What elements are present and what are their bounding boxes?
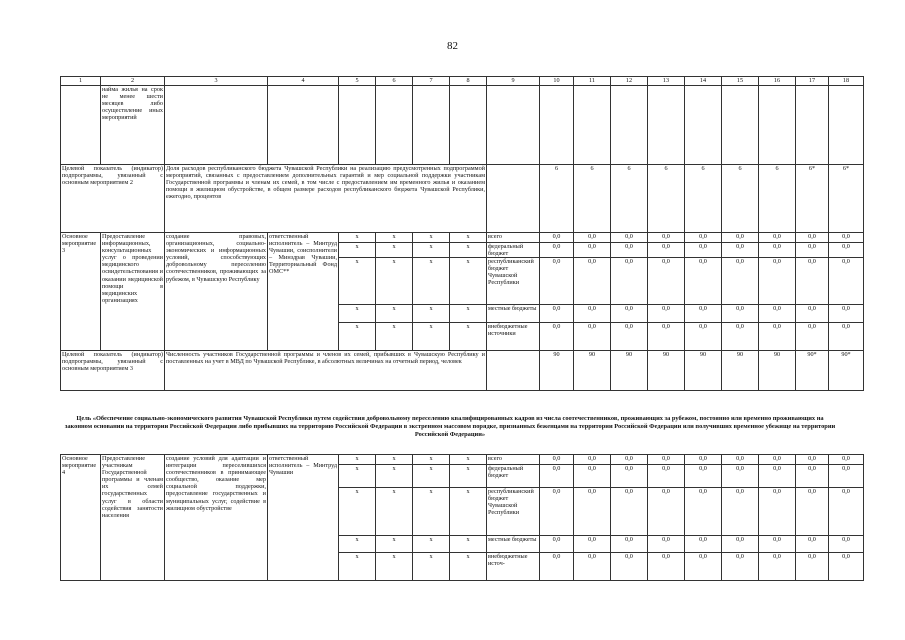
classification-code: x — [413, 465, 450, 488]
funding-source: федеральный бюджет — [487, 243, 540, 258]
measure-4-block — [61, 455, 864, 581]
funding-value: 0,0 — [611, 465, 648, 488]
funding-value: 0,0 — [540, 243, 574, 258]
funding-value: 0,0 — [611, 305, 648, 323]
classification-code: x — [376, 536, 413, 553]
measure-executor: ответственный исполнитель – Минтруд Чувашии — [268, 455, 339, 581]
target-value: 90* — [829, 351, 864, 391]
classification-code: x — [450, 233, 487, 243]
funding-source: всего — [487, 455, 540, 465]
funding-value: 0,0 — [540, 488, 574, 536]
funding-value: 0,0 — [611, 258, 648, 305]
funding-source: всего — [487, 233, 540, 243]
funding-value: 0,0 — [540, 305, 574, 323]
program-table-lower — [60, 454, 864, 581]
funding-value: 0,0 — [759, 455, 796, 465]
measure-label: Основное мероприятие 4 — [61, 455, 101, 581]
funding-value: 0,0 — [796, 488, 829, 536]
funding-value: 0,0 — [540, 258, 574, 305]
target-value: 90 — [611, 351, 648, 391]
funding-value: 0,0 — [796, 233, 829, 243]
target-label: Целевой показатель (индикатор) подпрограммы, увязанный с основным мероприятием 3 — [61, 351, 165, 391]
funding-value: 0,0 — [759, 536, 796, 553]
funding-value: 0,0 — [796, 455, 829, 465]
classification-code: x — [413, 305, 450, 323]
funding-value: 0,0 — [722, 258, 759, 305]
funding-value: 0,0 — [685, 243, 722, 258]
measure-task: создание условий для адаптации и интеграции переселившихся соотечественников в принимающее сообщество, оказание мер социальной поддержки, предоставление государственных и муниципальных услуг, содействие в жилищном обустройстве — [165, 455, 268, 581]
funding-value: 0,0 — [685, 455, 722, 465]
classification-code: x — [413, 536, 450, 553]
funding-value: 0,0 — [540, 465, 574, 488]
funding-value: 0,0 — [648, 243, 685, 258]
target-label: Целевой показатель (индикатор) подпрограммы, увязанный с основным мероприятием 2 — [61, 165, 165, 233]
funding-value: 0,0 — [611, 233, 648, 243]
classification-code: x — [339, 536, 376, 553]
target-value: 90* — [796, 351, 829, 391]
column-number: 1 — [61, 77, 101, 86]
funding-value: 0,0 — [759, 258, 796, 305]
classification-code: x — [339, 465, 376, 488]
funding-value: 0,0 — [648, 258, 685, 305]
classification-code: x — [450, 455, 487, 465]
funding-value: 0,0 — [796, 553, 829, 581]
funding-value: 0,0 — [648, 455, 685, 465]
funding-value: 0,0 — [611, 243, 648, 258]
classification-code: x — [376, 323, 413, 351]
funding-value: 0,0 — [648, 553, 685, 581]
target-value: 6 — [759, 165, 796, 233]
classification-code: x — [413, 455, 450, 465]
target-value: 6 — [574, 165, 611, 233]
classification-code: x — [450, 243, 487, 258]
classification-code: x — [376, 305, 413, 323]
measure-label: Основное мероприятие 3 — [61, 233, 101, 351]
funding-value: 0,0 — [796, 323, 829, 351]
funding-value: 0,0 — [722, 233, 759, 243]
funding-value: 0,0 — [540, 323, 574, 351]
funding-source: федеральный бюджет — [487, 465, 540, 488]
measure-name-continued: найма жилья на срок не менее шести месяцев либо осуществление иных мероприятий — [101, 86, 165, 165]
funding-value: 0,0 — [685, 488, 722, 536]
classification-code: x — [450, 323, 487, 351]
measure-executor: ответственный исполнитель – Минтруд Чувашии, соисполнители – Минздрав Чувашии, Территориальный Фонд ОМС** — [268, 233, 339, 351]
funding-value: 0,0 — [796, 465, 829, 488]
funding-value: 0,0 — [759, 305, 796, 323]
funding-value: 0,0 — [759, 488, 796, 536]
program-table-upper — [60, 76, 864, 391]
target-value: 6* — [796, 165, 829, 233]
funding-value: 0,0 — [574, 323, 611, 351]
funding-value: 0,0 — [685, 305, 722, 323]
measure-name: Предоставление участникам Государственной программы и членам их семей государственных услуг в области содействия занятости населения — [101, 455, 165, 581]
funding-value: 0,0 — [574, 243, 611, 258]
funding-value: 0,0 — [574, 233, 611, 243]
column-number: 7 — [413, 77, 450, 86]
measure-3-block — [61, 233, 864, 351]
classification-code: x — [376, 455, 413, 465]
classification-code: x — [376, 243, 413, 258]
funding-value: 0,0 — [540, 553, 574, 581]
funding-value: 0,0 — [540, 455, 574, 465]
classification-code: x — [450, 465, 487, 488]
funding-value: 0,0 — [648, 488, 685, 536]
funding-value: 0,0 — [759, 323, 796, 351]
classification-code: x — [376, 233, 413, 243]
funding-value: 0,0 — [722, 488, 759, 536]
funding-value: 0,0 — [574, 305, 611, 323]
target-value: 6 — [611, 165, 648, 233]
target-value: 6* — [829, 165, 864, 233]
funding-value: 0,0 — [540, 233, 574, 243]
funding-value: 0,0 — [722, 465, 759, 488]
funding-value: 0,0 — [829, 305, 864, 323]
classification-code: x — [413, 323, 450, 351]
target-indicator-row-3 — [61, 351, 864, 391]
column-number: 12 — [611, 77, 648, 86]
funding-value: 0,0 — [722, 243, 759, 258]
target-value: 6 — [648, 165, 685, 233]
funding-value: 0,0 — [685, 553, 722, 581]
column-number: 13 — [648, 77, 685, 86]
classification-code: x — [413, 243, 450, 258]
column-number: 16 — [759, 77, 796, 86]
classification-code: x — [339, 243, 376, 258]
column-number: 3 — [165, 77, 268, 86]
funding-value: 0,0 — [648, 233, 685, 243]
funding-value: 0,0 — [540, 536, 574, 553]
classification-code: x — [339, 455, 376, 465]
funding-value: 0,0 — [611, 488, 648, 536]
funding-value: 0,0 — [685, 465, 722, 488]
classification-code: x — [450, 488, 487, 536]
funding-value: 0,0 — [796, 536, 829, 553]
funding-value: 0,0 — [796, 258, 829, 305]
classification-code: x — [376, 553, 413, 581]
measure-name: Предоставление информационных, консультационных услуг о проведении медицинского освидетельствования и оказании медицинской помощи в медицинских организациях — [101, 233, 165, 351]
target-value: 90 — [574, 351, 611, 391]
column-number: 8 — [450, 77, 487, 86]
classification-code: x — [413, 553, 450, 581]
funding-value: 0,0 — [829, 553, 864, 581]
funding-source: внебюджетные источники — [487, 323, 540, 351]
funding-value: 0,0 — [685, 536, 722, 553]
funding-value: 0,0 — [829, 233, 864, 243]
classification-code: x — [450, 305, 487, 323]
funding-value: 0,0 — [829, 465, 864, 488]
funding-source: республиканский бюджет Чувашской Республики — [487, 488, 540, 536]
funding-value: 0,0 — [648, 323, 685, 351]
target-value: 90 — [722, 351, 759, 391]
funding-source: местные бюджеты — [487, 536, 540, 553]
column-number: 18 — [829, 77, 864, 86]
funding-value: 0,0 — [611, 455, 648, 465]
classification-code: x — [376, 258, 413, 305]
column-number: 10 — [540, 77, 574, 86]
funding-value: 0,0 — [611, 536, 648, 553]
classification-code: x — [450, 553, 487, 581]
funding-value: 0,0 — [648, 536, 685, 553]
classification-code: x — [376, 465, 413, 488]
target-value: 90 — [685, 351, 722, 391]
classification-code: x — [339, 258, 376, 305]
target-description: Доля расходов республиканского бюджета Чувашской Республики на реализацию предусмотренных подпрограммой мероприятий, связанных с предоставлением дополнительных гарантий и мер социальной поддержки участникам Государственной программы и членам их семей, в том числе с предоставлением им временного жилья и оказанием помощи в жилищном обустройстве, в общем размере расходов республиканского бюджета Чувашской Республики, ежегодно, процентов — [165, 165, 487, 233]
funding-value: 0,0 — [611, 553, 648, 581]
funding-value: 0,0 — [829, 488, 864, 536]
column-number: 11 — [574, 77, 611, 86]
classification-code: x — [413, 488, 450, 536]
target-value: 90 — [759, 351, 796, 391]
classification-code: x — [450, 258, 487, 305]
funding-value: 0,0 — [685, 258, 722, 305]
funding-value: 0,0 — [611, 323, 648, 351]
funding-value: 0,0 — [685, 233, 722, 243]
funding-value: 0,0 — [685, 323, 722, 351]
funding-value: 0,0 — [829, 536, 864, 553]
funding-value: 0,0 — [759, 553, 796, 581]
column-number: 9 — [487, 77, 540, 86]
classification-code: x — [339, 233, 376, 243]
column-number: 17 — [796, 77, 829, 86]
funding-value: 0,0 — [648, 305, 685, 323]
funding-value: 0,0 — [759, 243, 796, 258]
classification-code: x — [339, 488, 376, 536]
goal-heading: Цель «Обеспечение социально-экономического развития Чувашской Республики путем содействия добровольному переселению квалифицированных кадров из числа соотечественников, проживающих за рубежом, постоянно или временно проживающих на законном основании на территории Российской Федерации либо прибывших на территорию Российской Федерации в экстренном массовом порядке, признанных беженцами на территории Российской Федерации или получивших временное убежище на территории Российской Федерации» — [64, 415, 836, 439]
page-number: 82 — [447, 40, 458, 52]
target-value: 90 — [648, 351, 685, 391]
funding-value: 0,0 — [829, 323, 864, 351]
funding-value: 0,0 — [722, 323, 759, 351]
classification-code: x — [376, 488, 413, 536]
classification-code: x — [413, 258, 450, 305]
target-indicator-row-2 — [61, 165, 864, 233]
funding-value: 0,0 — [574, 553, 611, 581]
funding-value: 0,0 — [574, 455, 611, 465]
target-description: Численность участников Государственной программы и членов их семей, прибывших в Чувашскую Республику и поставленных на учет в МВД по Чувашской Республике, в абсолютных величинах на отчетный период, человек — [165, 351, 487, 391]
funding-value: 0,0 — [722, 536, 759, 553]
classification-code: x — [413, 233, 450, 243]
funding-value: 0,0 — [574, 465, 611, 488]
funding-value: 0,0 — [574, 536, 611, 553]
funding-value: 0,0 — [829, 455, 864, 465]
target-value: 90 — [540, 351, 574, 391]
funding-value: 0,0 — [829, 243, 864, 258]
funding-value: 0,0 — [722, 455, 759, 465]
column-number-row — [61, 77, 864, 86]
target-value: 6 — [685, 165, 722, 233]
funding-value: 0,0 — [759, 233, 796, 243]
column-number: 5 — [339, 77, 376, 86]
classification-code: x — [450, 536, 487, 553]
classification-code: x — [339, 323, 376, 351]
funding-value: 0,0 — [722, 553, 759, 581]
funding-value: 0,0 — [796, 243, 829, 258]
funding-source: местные бюджеты — [487, 305, 540, 323]
funding-row — [61, 455, 864, 465]
column-number: 6 — [376, 77, 413, 86]
funding-value: 0,0 — [574, 488, 611, 536]
funding-source: внебюджетные источ- — [487, 553, 540, 581]
classification-code: x — [339, 553, 376, 581]
funding-source: республиканский бюджет Чувашской Республики — [487, 258, 540, 305]
funding-value: 0,0 — [722, 305, 759, 323]
classification-code: x — [339, 305, 376, 323]
column-number: 2 — [101, 77, 165, 86]
funding-value: 0,0 — [574, 258, 611, 305]
funding-value: 0,0 — [759, 465, 796, 488]
column-number: 4 — [268, 77, 339, 86]
funding-row — [61, 233, 864, 243]
target-value: 6 — [540, 165, 574, 233]
funding-value: 0,0 — [829, 258, 864, 305]
column-number: 14 — [685, 77, 722, 86]
measure-task: создание правовых, организационных, социально-экономических и информационных условий, способствующих добровольному переселению соотечественников, проживающих за рубежом, в Чувашскую Республику — [165, 233, 268, 351]
column-number: 15 — [722, 77, 759, 86]
continuation-row — [61, 86, 864, 165]
funding-value: 0,0 — [796, 305, 829, 323]
target-value: 6 — [722, 165, 759, 233]
funding-value: 0,0 — [648, 465, 685, 488]
